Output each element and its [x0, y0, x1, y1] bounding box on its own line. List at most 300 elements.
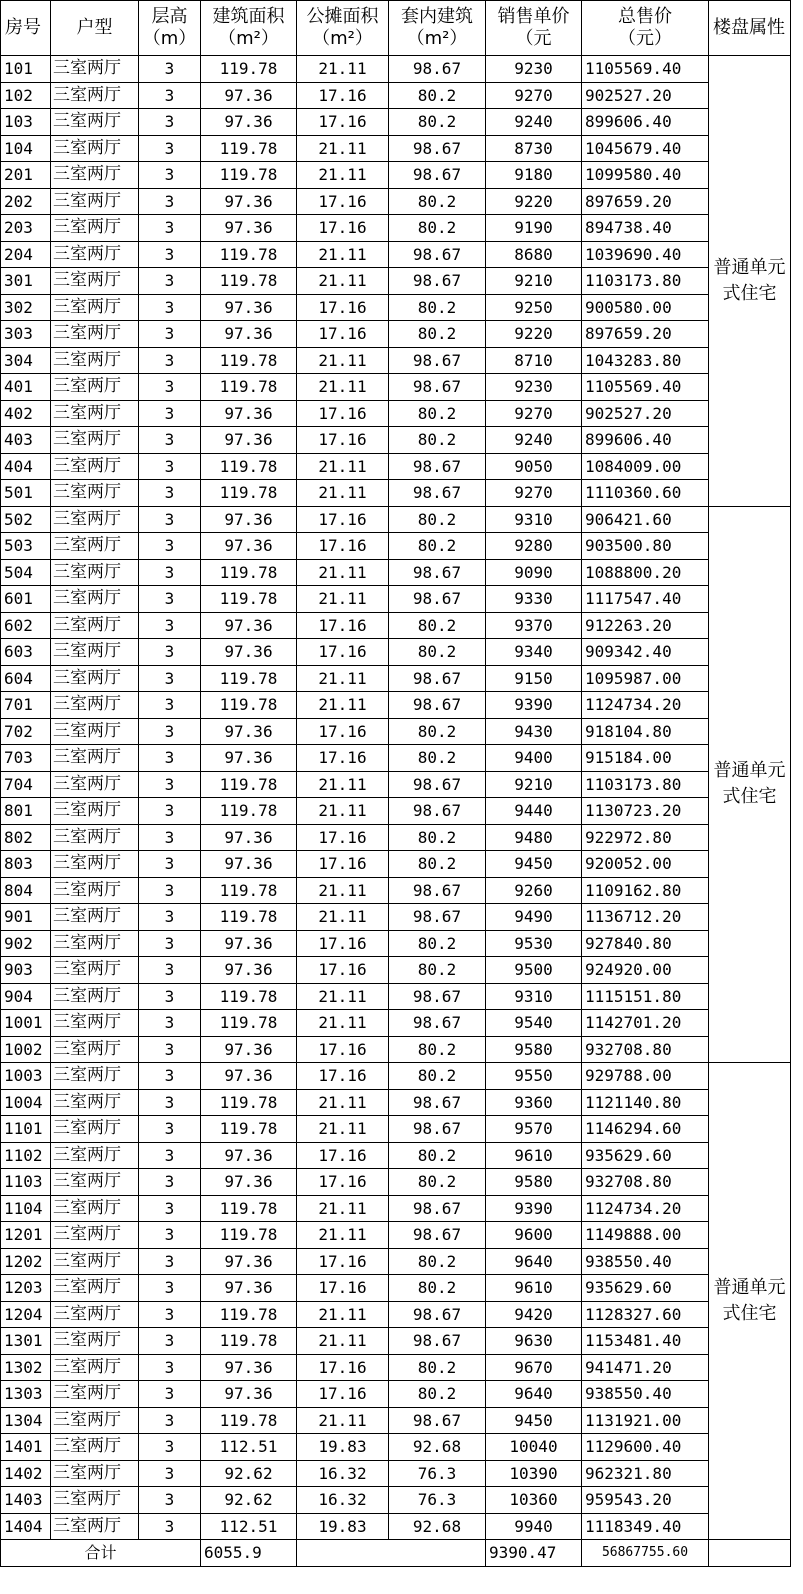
unit-type-cell: 三室两厅 — [51, 665, 139, 692]
shared-area-cell: 21.11 — [297, 56, 389, 83]
inner-area-cell: 98.67 — [389, 268, 486, 295]
property-attribute-cell: 普通单元式住宅 — [709, 56, 791, 507]
shared-area-cell: 17.16 — [297, 957, 389, 984]
shared-area-cell: 21.11 — [297, 374, 389, 401]
floor-height-cell: 3 — [139, 135, 201, 162]
total-price-cell: 1045679.40 — [582, 135, 709, 162]
floor-height-cell: 3 — [139, 771, 201, 798]
room-number-cell: 1204 — [1, 1301, 51, 1328]
unit-type-cell: 三室两厅 — [51, 268, 139, 295]
build-area-cell: 97.36 — [201, 1275, 297, 1302]
total-price-cell: 920052.00 — [582, 851, 709, 878]
inner-area-cell: 98.67 — [389, 1222, 486, 1249]
total-price-cell: 924920.00 — [582, 957, 709, 984]
property-attribute-cell: 普通单元式住宅 — [709, 1063, 791, 1540]
unit-price-cell: 8710 — [486, 347, 582, 374]
shared-area-cell: 21.11 — [297, 983, 389, 1010]
room-number-cell: 103 — [1, 109, 51, 136]
room-number-cell: 1401 — [1, 1434, 51, 1461]
build-area-cell: 119.78 — [201, 268, 297, 295]
shared-area-cell: 17.16 — [297, 1248, 389, 1275]
table-row — [1, 586, 791, 613]
build-area-cell: 97.36 — [201, 400, 297, 427]
unit-type-cell: 三室两厅 — [51, 1328, 139, 1355]
build-area-cell: 119.78 — [201, 798, 297, 825]
table-row — [1, 930, 791, 957]
total-price-cell: 941471.20 — [582, 1354, 709, 1381]
table-row — [1, 400, 791, 427]
total-price-cell: 1149888.00 — [582, 1222, 709, 1249]
unit-price-cell: 9230 — [486, 374, 582, 401]
table-row — [1, 877, 791, 904]
unit-price-cell: 9390 — [486, 1195, 582, 1222]
room-number-cell: 503 — [1, 533, 51, 560]
inner-area-cell: 80.2 — [389, 533, 486, 560]
unit-type-cell: 三室两厅 — [51, 1116, 139, 1143]
build-area-cell: 97.36 — [201, 718, 297, 745]
table-row — [1, 506, 791, 533]
header-shared-area-line1: 公摊面积 — [306, 6, 379, 27]
unit-type-cell: 三室两厅 — [51, 877, 139, 904]
inner-area-cell: 92.68 — [389, 1513, 486, 1540]
property-attribute-cell: 普通单元式住宅 — [709, 506, 791, 1063]
table-row — [1, 1434, 791, 1461]
shared-area-cell: 21.11 — [297, 1195, 389, 1222]
unit-price-cell: 9190 — [486, 215, 582, 242]
room-number-cell: 1402 — [1, 1460, 51, 1487]
unit-type-cell: 三室两厅 — [51, 771, 139, 798]
table-row — [1, 771, 791, 798]
table-row — [1, 798, 791, 825]
room-number-cell: 302 — [1, 294, 51, 321]
build-area-cell: 97.36 — [201, 321, 297, 348]
shared-area-cell: 21.11 — [297, 480, 389, 507]
room-number-cell: 904 — [1, 983, 51, 1010]
inner-area-cell: 98.67 — [389, 480, 486, 507]
unit-type-cell: 三室两厅 — [51, 745, 139, 772]
unit-price-cell: 9270 — [486, 480, 582, 507]
total-price-cell: 1099580.40 — [582, 162, 709, 189]
floor-height-cell: 3 — [139, 930, 201, 957]
table-row — [1, 56, 791, 83]
unit-type-cell: 三室两厅 — [51, 1407, 139, 1434]
header-row — [1, 1, 791, 56]
inner-area-cell: 80.2 — [389, 612, 486, 639]
floor-height-cell: 3 — [139, 400, 201, 427]
total-price-cell: 906421.60 — [582, 506, 709, 533]
table-row — [1, 1169, 791, 1196]
floor-height-cell: 3 — [139, 1195, 201, 1222]
room-number-cell: 202 — [1, 188, 51, 215]
unit-type-cell: 三室两厅 — [51, 215, 139, 242]
inner-area-cell: 80.2 — [389, 82, 486, 109]
floor-height-cell: 3 — [139, 162, 201, 189]
table-row — [1, 612, 791, 639]
inner-area-cell: 98.67 — [389, 453, 486, 480]
table-row — [1, 1063, 791, 1090]
total-price-cell: 1124734.20 — [582, 692, 709, 719]
shared-area-cell: 17.16 — [297, 718, 389, 745]
floor-height-cell: 3 — [139, 533, 201, 560]
room-number-cell: 603 — [1, 639, 51, 666]
header-total-price-line2: （元） — [618, 28, 672, 49]
build-area-cell: 97.36 — [201, 82, 297, 109]
total-avg-unit-price: 9390.47 — [486, 1540, 582, 1567]
floor-height-cell: 3 — [139, 294, 201, 321]
unit-price-cell: 9310 — [486, 506, 582, 533]
unit-type-cell: 三室两厅 — [51, 1248, 139, 1275]
inner-area-cell: 80.2 — [389, 930, 486, 957]
shared-area-cell: 17.16 — [297, 745, 389, 772]
unit-type-cell: 三室两厅 — [51, 798, 139, 825]
unit-price-cell: 9430 — [486, 718, 582, 745]
build-area-cell: 97.36 — [201, 957, 297, 984]
unit-price-cell: 9390 — [486, 692, 582, 719]
floor-height-cell: 3 — [139, 1248, 201, 1275]
room-number-cell: 1203 — [1, 1275, 51, 1302]
header-type: 户型 — [51, 1, 139, 56]
unit-price-cell: 9940 — [486, 1513, 582, 1540]
floor-height-cell: 3 — [139, 1434, 201, 1461]
total-price-cell: 1124734.20 — [582, 1195, 709, 1222]
build-area-cell: 119.78 — [201, 586, 297, 613]
build-area-cell: 119.78 — [201, 877, 297, 904]
total-price-cell: 915184.00 — [582, 745, 709, 772]
total-price-cell: 899606.40 — [582, 109, 709, 136]
floor-height-cell: 3 — [139, 1513, 201, 1540]
unit-type-cell: 三室两厅 — [51, 135, 139, 162]
unit-type-cell: 三室两厅 — [51, 639, 139, 666]
table-row — [1, 957, 791, 984]
floor-height-cell: 3 — [139, 188, 201, 215]
floor-height-cell: 3 — [139, 1142, 201, 1169]
build-area-cell: 119.78 — [201, 374, 297, 401]
shared-area-cell: 21.11 — [297, 1301, 389, 1328]
room-number-cell: 1101 — [1, 1116, 51, 1143]
unit-price-cell: 9610 — [486, 1275, 582, 1302]
floor-height-cell: 3 — [139, 1063, 201, 1090]
inner-area-cell: 80.2 — [389, 1063, 486, 1090]
table-row — [1, 665, 791, 692]
table-row — [1, 851, 791, 878]
shared-area-cell: 17.16 — [297, 930, 389, 957]
header-total-price — [582, 1, 709, 56]
build-area-cell: 97.36 — [201, 824, 297, 851]
build-area-cell: 97.36 — [201, 639, 297, 666]
unit-price-cell: 9220 — [486, 321, 582, 348]
total-price-cell: 927840.80 — [582, 930, 709, 957]
header-unit-price-line1: 销售单价 — [497, 6, 570, 27]
build-area-cell: 119.78 — [201, 1301, 297, 1328]
room-number-cell: 1102 — [1, 1142, 51, 1169]
build-area-cell: 119.78 — [201, 241, 297, 268]
floor-height-cell: 3 — [139, 559, 201, 586]
unit-price-cell: 9270 — [486, 82, 582, 109]
unit-price-cell: 9580 — [486, 1036, 582, 1063]
inner-area-cell: 98.67 — [389, 241, 486, 268]
shared-area-cell: 17.16 — [297, 612, 389, 639]
inner-area-cell: 98.67 — [389, 135, 486, 162]
unit-price-cell: 9240 — [486, 109, 582, 136]
shared-area-cell: 21.11 — [297, 268, 389, 295]
inner-area-cell: 98.67 — [389, 374, 486, 401]
inner-area-cell: 80.2 — [389, 109, 486, 136]
inner-area-cell: 98.67 — [389, 877, 486, 904]
room-number-cell: 802 — [1, 824, 51, 851]
unit-type-cell: 三室两厅 — [51, 1195, 139, 1222]
floor-height-cell: 3 — [139, 904, 201, 931]
unit-type-cell: 三室两厅 — [51, 983, 139, 1010]
floor-height-cell: 3 — [139, 1407, 201, 1434]
room-number-cell: 1004 — [1, 1089, 51, 1116]
build-area-cell: 97.36 — [201, 930, 297, 957]
total-price-cell: 938550.40 — [582, 1381, 709, 1408]
table-row — [1, 692, 791, 719]
total-price-cell: 1105569.40 — [582, 374, 709, 401]
inner-area-cell: 80.2 — [389, 1169, 486, 1196]
shared-area-cell: 17.16 — [297, 1275, 389, 1302]
floor-height-cell: 3 — [139, 1222, 201, 1249]
total-price-cell: 935629.60 — [582, 1142, 709, 1169]
inner-area-cell: 92.68 — [389, 1434, 486, 1461]
table-row — [1, 718, 791, 745]
unit-price-cell: 10360 — [486, 1487, 582, 1514]
table-row — [1, 347, 791, 374]
floor-height-cell: 3 — [139, 692, 201, 719]
total-price-cell: 1088800.20 — [582, 559, 709, 586]
unit-type-cell: 三室两厅 — [51, 109, 139, 136]
inner-area-cell: 98.67 — [389, 771, 486, 798]
floor-height-cell: 3 — [139, 1116, 201, 1143]
total-price-cell: 1095987.00 — [582, 665, 709, 692]
room-number-cell: 303 — [1, 321, 51, 348]
floor-height-cell: 3 — [139, 1301, 201, 1328]
total-price-cell: 1115151.80 — [582, 983, 709, 1010]
unit-type-cell: 三室两厅 — [51, 1354, 139, 1381]
table-row — [1, 1354, 791, 1381]
unit-price-cell: 9480 — [486, 824, 582, 851]
unit-type-cell: 三室两厅 — [51, 692, 139, 719]
inner-area-cell: 98.67 — [389, 692, 486, 719]
total-price-cell: 900580.00 — [582, 294, 709, 321]
table-row — [1, 427, 791, 454]
shared-area-cell: 21.11 — [297, 1407, 389, 1434]
unit-type-cell: 三室两厅 — [51, 374, 139, 401]
build-area-cell: 97.36 — [201, 215, 297, 242]
inner-area-cell: 80.2 — [389, 294, 486, 321]
room-number-cell: 1201 — [1, 1222, 51, 1249]
inner-area-cell: 80.2 — [389, 1036, 486, 1063]
total-price-cell: 918104.80 — [582, 718, 709, 745]
build-area-cell: 119.78 — [201, 56, 297, 83]
unit-type-cell: 三室两厅 — [51, 904, 139, 931]
inner-area-cell: 98.67 — [389, 1407, 486, 1434]
total-price: 56867755.60 — [582, 1540, 709, 1567]
inner-area-cell: 80.2 — [389, 1248, 486, 1275]
room-number-cell: 201 — [1, 162, 51, 189]
shared-area-cell: 17.16 — [297, 294, 389, 321]
unit-price-cell: 9330 — [486, 586, 582, 613]
table-row — [1, 1407, 791, 1434]
shared-area-cell: 21.11 — [297, 665, 389, 692]
unit-type-cell: 三室两厅 — [51, 1089, 139, 1116]
inner-area-cell: 98.67 — [389, 1116, 486, 1143]
build-area-cell: 97.36 — [201, 427, 297, 454]
unit-price-cell: 10040 — [486, 1434, 582, 1461]
room-number-cell: 702 — [1, 718, 51, 745]
unit-price-cell: 9280 — [486, 533, 582, 560]
build-area-cell: 97.36 — [201, 1354, 297, 1381]
room-number-cell: 804 — [1, 877, 51, 904]
unit-price-cell: 9400 — [486, 745, 582, 772]
total-price-cell: 1105569.40 — [582, 56, 709, 83]
unit-type-cell: 三室两厅 — [51, 1222, 139, 1249]
unit-price-cell: 9640 — [486, 1248, 582, 1275]
table-row — [1, 162, 791, 189]
unit-type-cell: 三室两厅 — [51, 453, 139, 480]
total-empty-cell — [297, 1540, 486, 1567]
unit-type-cell: 三室两厅 — [51, 241, 139, 268]
unit-type-cell: 三室两厅 — [51, 1063, 139, 1090]
total-price-cell: 912263.20 — [582, 612, 709, 639]
inner-area-cell: 98.67 — [389, 586, 486, 613]
table-row — [1, 1089, 791, 1116]
inner-area-cell: 80.2 — [389, 188, 486, 215]
shared-area-cell: 21.11 — [297, 771, 389, 798]
room-number-cell: 204 — [1, 241, 51, 268]
total-price-cell: 902527.20 — [582, 82, 709, 109]
shared-area-cell: 17.16 — [297, 639, 389, 666]
floor-height-cell: 3 — [139, 824, 201, 851]
build-area-cell: 97.36 — [201, 1036, 297, 1063]
table-row — [1, 268, 791, 295]
room-number-cell: 102 — [1, 82, 51, 109]
shared-area-cell: 17.16 — [297, 824, 389, 851]
build-area-cell: 112.51 — [201, 1434, 297, 1461]
inner-area-cell: 98.67 — [389, 1089, 486, 1116]
unit-price-cell: 9270 — [486, 400, 582, 427]
total-build-area: 6055.9 — [201, 1540, 297, 1567]
unit-type-cell: 三室两厅 — [51, 1434, 139, 1461]
table-row — [1, 188, 791, 215]
build-area-cell: 119.78 — [201, 480, 297, 507]
unit-type-cell: 三室两厅 — [51, 930, 139, 957]
inner-area-cell: 80.2 — [389, 215, 486, 242]
inner-area-cell: 80.2 — [389, 718, 486, 745]
unit-type-cell: 三室两厅 — [51, 1275, 139, 1302]
shared-area-cell: 17.16 — [297, 1354, 389, 1381]
table-row — [1, 241, 791, 268]
total-price-cell: 1121140.80 — [582, 1089, 709, 1116]
room-number-cell: 801 — [1, 798, 51, 825]
header-build-area-line2: （m²） — [218, 28, 279, 49]
shared-area-cell: 21.11 — [297, 347, 389, 374]
unit-price-cell: 9310 — [486, 983, 582, 1010]
shared-area-cell: 19.83 — [297, 1434, 389, 1461]
unit-type-cell: 三室两厅 — [51, 559, 139, 586]
inner-area-cell: 80.2 — [389, 400, 486, 427]
table-row — [1, 1275, 791, 1302]
inner-area-cell: 80.2 — [389, 957, 486, 984]
inner-area-cell: 80.2 — [389, 427, 486, 454]
room-number-cell: 602 — [1, 612, 51, 639]
shared-area-cell: 21.11 — [297, 1089, 389, 1116]
floor-height-cell: 3 — [139, 586, 201, 613]
room-number-cell: 203 — [1, 215, 51, 242]
unit-type-cell: 三室两厅 — [51, 347, 139, 374]
total-price-cell: 1084009.00 — [582, 453, 709, 480]
unit-type-cell: 三室两厅 — [51, 533, 139, 560]
floor-height-cell: 3 — [139, 1460, 201, 1487]
unit-price-cell: 9090 — [486, 559, 582, 586]
room-number-cell: 101 — [1, 56, 51, 83]
unit-type-cell: 三室两厅 — [51, 188, 139, 215]
shared-area-cell: 21.11 — [297, 586, 389, 613]
total-row — [1, 1540, 791, 1567]
floor-height-cell: 3 — [139, 374, 201, 401]
build-area-cell: 92.62 — [201, 1460, 297, 1487]
unit-type-cell: 三室两厅 — [51, 1460, 139, 1487]
table-row — [1, 983, 791, 1010]
room-number-cell: 504 — [1, 559, 51, 586]
total-price-cell: 909342.40 — [582, 639, 709, 666]
floor-height-cell: 3 — [139, 1487, 201, 1514]
header-shared-area — [297, 1, 389, 56]
shared-area-cell: 17.16 — [297, 400, 389, 427]
table-row — [1, 824, 791, 851]
table-row — [1, 294, 791, 321]
unit-price-cell: 10390 — [486, 1460, 582, 1487]
unit-price-cell: 9500 — [486, 957, 582, 984]
build-area-cell: 97.36 — [201, 1248, 297, 1275]
floor-height-cell: 3 — [139, 718, 201, 745]
total-price-cell: 1142701.20 — [582, 1010, 709, 1037]
room-number-cell: 1103 — [1, 1169, 51, 1196]
table-row — [1, 1328, 791, 1355]
unit-price-cell: 9450 — [486, 851, 582, 878]
build-area-cell: 112.51 — [201, 1513, 297, 1540]
room-number-cell: 301 — [1, 268, 51, 295]
unit-price-cell: 9580 — [486, 1169, 582, 1196]
room-number-cell: 1302 — [1, 1354, 51, 1381]
unit-price-cell: 8730 — [486, 135, 582, 162]
table-row — [1, 559, 791, 586]
header-inner-area — [389, 1, 486, 56]
room-number-cell: 304 — [1, 347, 51, 374]
table-row — [1, 480, 791, 507]
unit-type-cell: 三室两厅 — [51, 427, 139, 454]
unit-price-cell: 9670 — [486, 1354, 582, 1381]
room-number-cell: 1404 — [1, 1513, 51, 1540]
floor-height-cell: 3 — [139, 82, 201, 109]
shared-area-cell: 17.16 — [297, 82, 389, 109]
room-number-cell: 703 — [1, 745, 51, 772]
total-price-cell: 1103173.80 — [582, 771, 709, 798]
unit-type-cell: 三室两厅 — [51, 400, 139, 427]
floor-height-cell: 3 — [139, 1036, 201, 1063]
build-area-cell: 119.78 — [201, 1010, 297, 1037]
inner-area-cell: 98.67 — [389, 1010, 486, 1037]
room-number-cell: 1303 — [1, 1381, 51, 1408]
total-price-cell: 922972.80 — [582, 824, 709, 851]
inner-area-cell: 98.67 — [389, 983, 486, 1010]
unit-price-cell: 9450 — [486, 1407, 582, 1434]
total-price-cell: 962321.80 — [582, 1460, 709, 1487]
room-number-cell: 701 — [1, 692, 51, 719]
total-price-cell: 959543.20 — [582, 1487, 709, 1514]
shared-area-cell: 17.16 — [297, 1063, 389, 1090]
build-area-cell: 119.78 — [201, 559, 297, 586]
